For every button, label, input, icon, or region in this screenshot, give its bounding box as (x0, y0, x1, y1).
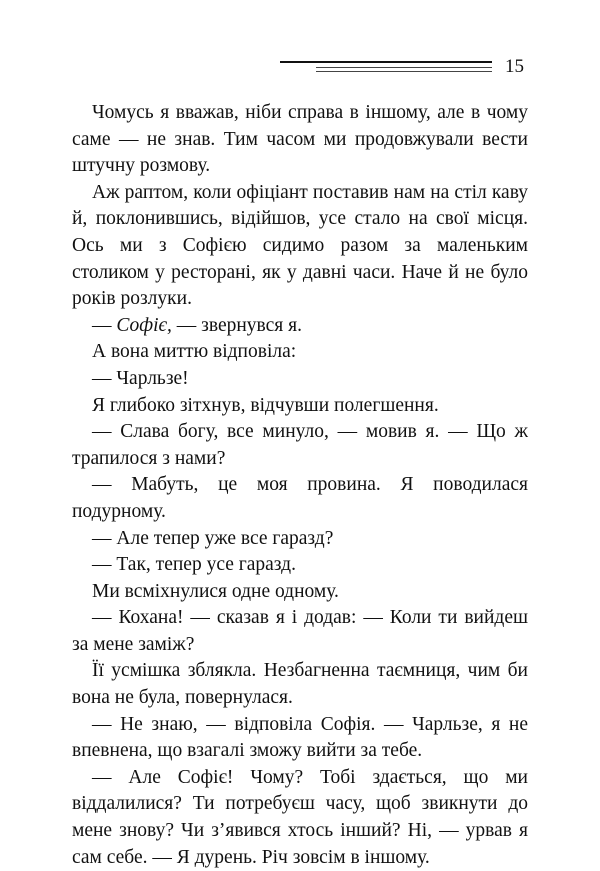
paragraph (72, 313, 528, 340)
header-rule-thick (280, 61, 492, 63)
paragraph: — Кохана! — сказав я і додав: — Коли ти вийдеш за мене заміж? (72, 607, 528, 655)
header-rule-thin-2 (316, 71, 492, 72)
paragraph: — Так, тепер усе гаразд. (92, 554, 296, 576)
paragraph: Чомусь я вважав, ніби справа в іншому, але в чому саме — не знав. Тим часом ми продовжували вести штучну розмову. (72, 102, 528, 177)
body-text (72, 100, 528, 871)
running-header (280, 58, 530, 82)
paragraph: — Мабуть, це моя провина. Я поводилася подурному. (72, 474, 528, 522)
paragraph: Ми всміхнулися одне одному. (92, 580, 339, 602)
paragraph: Я глибоко зітхнув, відчувши полегшення. (92, 394, 439, 416)
paragraph: А вона миттю відповіла: (92, 341, 297, 363)
emphasis-name: Софіє, (116, 314, 172, 336)
paragraph: — Слава богу, все минуло, — мовив я. — Що ж трапилося з нами? (72, 421, 528, 469)
paragraph-rest: — звернувся я. (171, 314, 302, 336)
paragraph: — Чарльзе! (92, 367, 189, 389)
paragraph: — Не знаю, — відповіла Софія. — Чарльзе, я не впевнена, що взагалі зможу вийти за тебе. (72, 713, 528, 762)
paragraph: — Але тепер уже все гаразд? (92, 527, 334, 549)
paragraph: Аж раптом, коли офіціант поставив нам на стіл каву й, поклонившись, відійшов, усе стало на свої місця. Ось ми з Софією сидимо разом за маленьким столиком у ресторані, як у давні часи. Наче й не було років розлуки. (72, 181, 528, 310)
page-number: 15 (505, 56, 524, 77)
header-rule-thin-1 (316, 67, 492, 68)
paragraph: — Але Софіє! Чому? Тобі здається, що ми віддалилися? Ти потребуєш часу, щоб звикнути до мене знову? Чи з’явився хтось інший? Ні, — урвав я сам себе. — Я дурень. Річ зовсім в іншому. (72, 766, 528, 868)
dash: — (92, 314, 117, 336)
paragraph: Її усмішка зблякла. Незбагненна таємниця, чим би вона не була, повернулася. (72, 660, 528, 709)
